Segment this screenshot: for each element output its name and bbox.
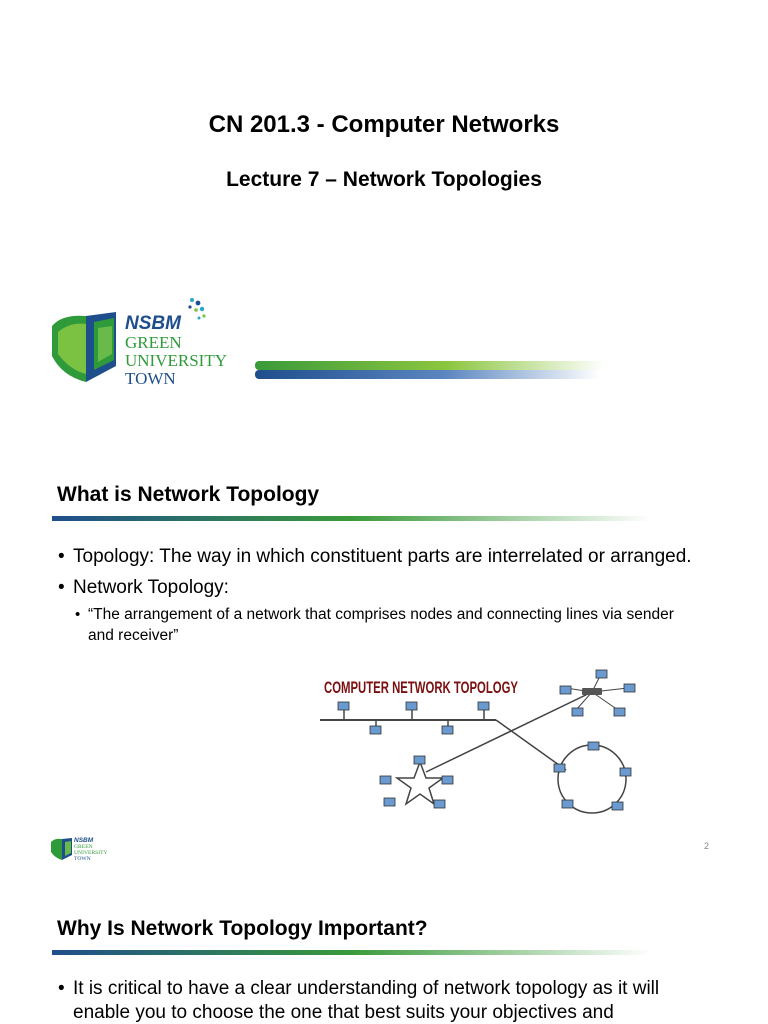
bullet-item: • Network Topology: bbox=[58, 576, 698, 600]
content-slide-importance bbox=[0, 864, 768, 1024]
logo-text-university: UNIVERSITY bbox=[74, 850, 108, 856]
logo-text-university: UNIVERSITY bbox=[125, 351, 227, 370]
logo-text-town: TOWN bbox=[125, 369, 176, 388]
bullet-item: • It is critical to have a clear understanding of network topology as it will enable you to choose the one that best suits your objectives and bbox=[58, 977, 698, 1024]
bullet-item: • Topology: The way in which constituent parts are interrelated or arranged. bbox=[58, 545, 698, 569]
slide-heading: What is Network Topology bbox=[57, 483, 320, 506]
page-number: 2 bbox=[704, 841, 710, 851]
logo-text-green: GREEN bbox=[125, 333, 182, 352]
logo-text-nsbm: NSBM bbox=[74, 837, 94, 844]
content-slide-topology bbox=[0, 432, 768, 864]
decorative-bar-green bbox=[255, 361, 605, 370]
diagram-title: COMPUTER NETWORK TOPOLOGY bbox=[324, 678, 519, 697]
lecture-title: Lecture 7 – Network Topologies bbox=[226, 168, 542, 191]
logo-text-green: GREEN bbox=[74, 844, 93, 850]
nsbm-logo-small bbox=[51, 832, 115, 862]
logo-text-town: TOWN bbox=[74, 856, 91, 862]
decorative-bar-blue bbox=[255, 370, 600, 379]
slide-heading: Why Is Network Topology Important? bbox=[57, 917, 428, 940]
bullet-list bbox=[58, 545, 698, 646]
bullet-list bbox=[58, 977, 698, 1024]
sub-bullet-item: • “The arrangement of a network that comprises nodes and connecting lines via sender and receiver” bbox=[58, 604, 698, 646]
nsbm-logo bbox=[52, 296, 262, 388]
network-topology-diagram bbox=[316, 666, 642, 826]
course-title: CN 201.3 - Computer Networks bbox=[208, 111, 560, 138]
heading-rule bbox=[52, 516, 652, 521]
logo-text-nsbm: NSBM bbox=[125, 313, 181, 334]
title-slide bbox=[0, 0, 768, 432]
heading-rule bbox=[52, 950, 652, 955]
